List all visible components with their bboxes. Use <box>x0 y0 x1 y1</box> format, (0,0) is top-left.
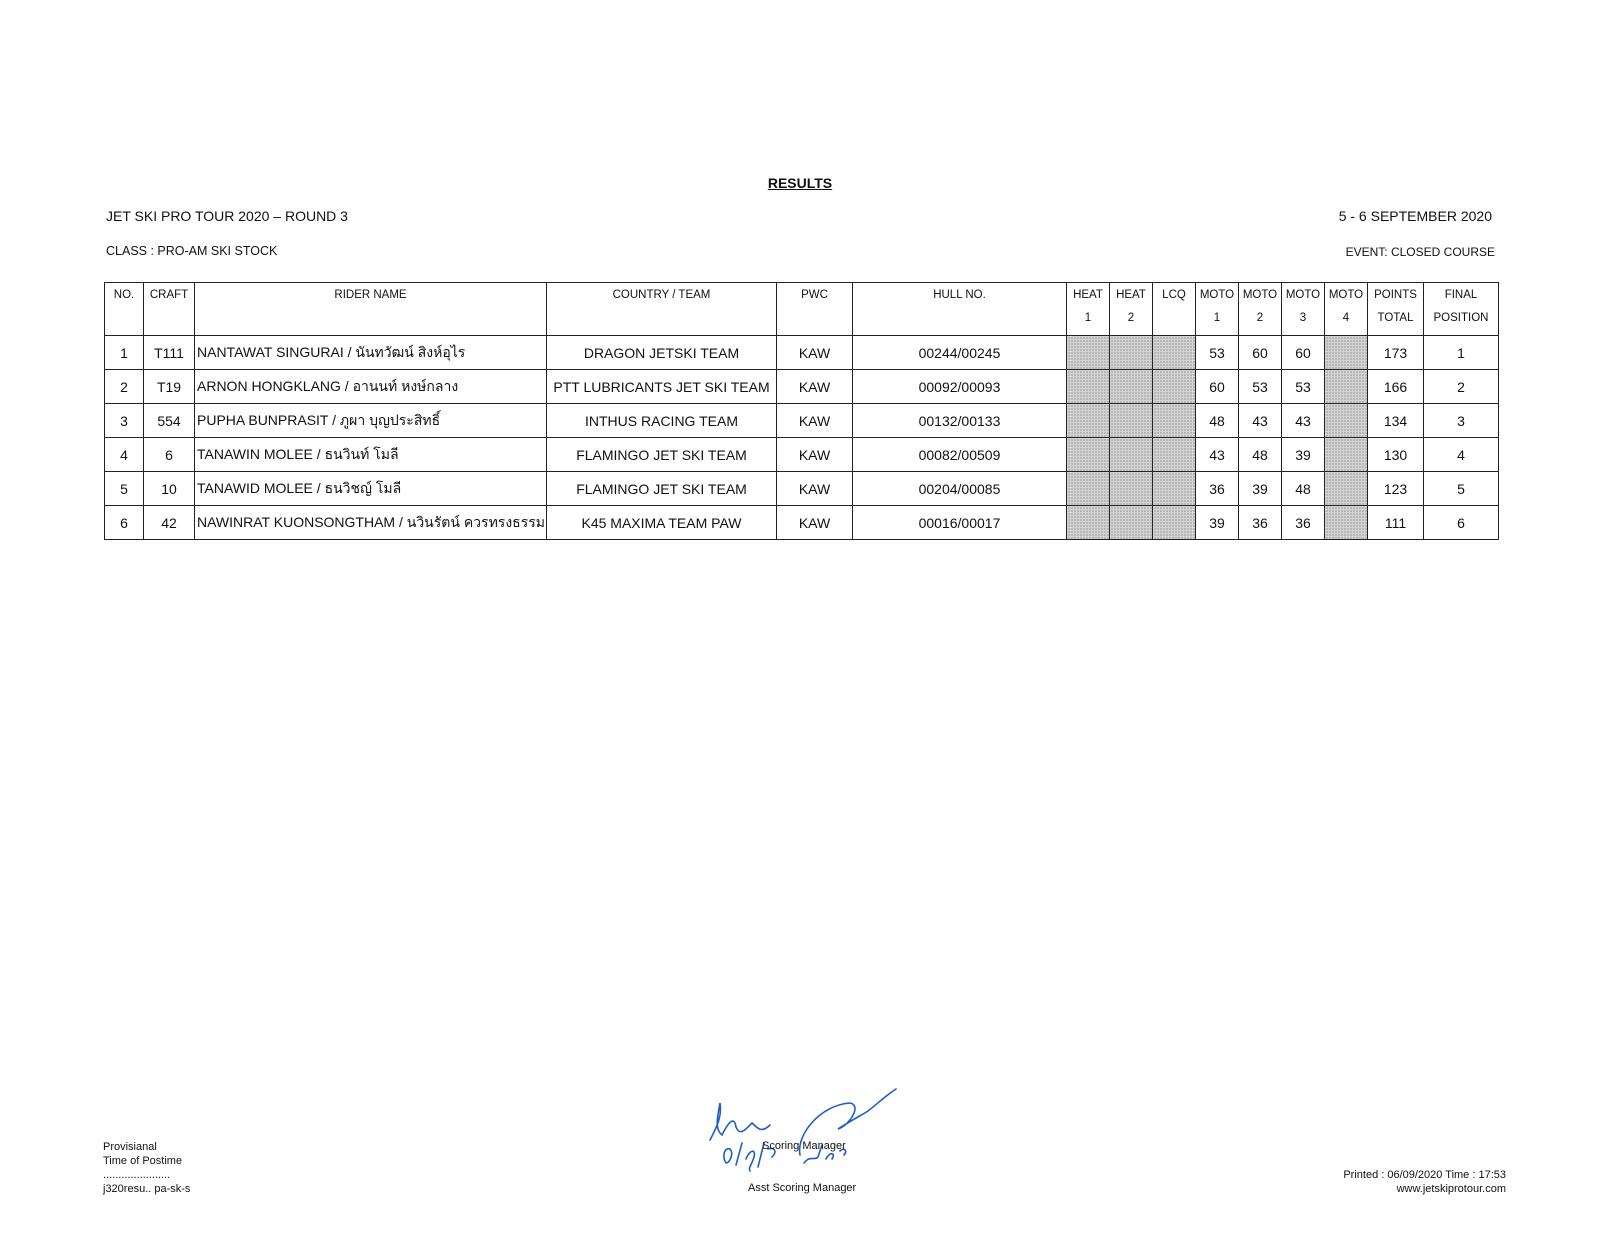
cell-no: 1 <box>105 336 144 370</box>
scoring-manager-label: Scoring Manager <box>762 1140 846 1152</box>
column-header <box>777 283 853 336</box>
cell-moto1: 39 <box>1196 506 1239 540</box>
class-label: CLASS : PRO-AM SKI STOCK <box>106 244 278 258</box>
column-header-label: LCQ <box>1162 289 1186 301</box>
cell-moto2: 39 <box>1239 472 1282 506</box>
column-header <box>1282 283 1325 336</box>
results-table <box>104 282 1499 540</box>
cell-moto3: 43 <box>1282 404 1325 438</box>
cell-heat1 <box>1067 472 1110 506</box>
column-header-label: HULL NO. <box>933 289 986 301</box>
cell-moto4 <box>1325 404 1368 438</box>
cell-heat2 <box>1110 438 1153 472</box>
table-row <box>105 438 1499 472</box>
footer-provisional: Provisianal <box>103 1141 157 1153</box>
cell-lcq <box>1153 438 1196 472</box>
column-header-label: FINAL <box>1444 289 1478 301</box>
cell-moto2: 36 <box>1239 506 1282 540</box>
cell-team: FLAMINGO JET SKI TEAM <box>547 438 777 472</box>
cell-team: FLAMINGO JET SKI TEAM <box>547 472 777 506</box>
event-type: EVENT: CLOSED COURSE <box>1345 245 1495 259</box>
cell-moto2: 43 <box>1239 404 1282 438</box>
table-row <box>105 506 1499 540</box>
footer-time-of-posting: Time of Postime <box>103 1155 183 1167</box>
table-row <box>105 472 1499 506</box>
cell-position: 5 <box>1424 472 1499 506</box>
cell-moto3: 48 <box>1282 472 1325 506</box>
cell-pwc: KAW <box>777 506 853 540</box>
cell-hull: 00082/00509 <box>853 438 1067 472</box>
cell-position: 3 <box>1424 404 1499 438</box>
cell-no: 4 <box>105 438 144 472</box>
cell-heat2 <box>1110 472 1153 506</box>
footer-left <box>103 1140 190 1196</box>
cell-total: 134 <box>1368 404 1424 438</box>
cell-craft: 10 <box>144 472 195 506</box>
cell-lcq <box>1153 472 1196 506</box>
column-header <box>547 283 777 336</box>
cell-rider: PUPHA BUNPRASIT / ภูผา บุญประสิทธิ์ <box>195 404 547 438</box>
column-header <box>144 283 195 336</box>
cell-moto2: 53 <box>1239 370 1282 404</box>
cell-heat1 <box>1067 404 1110 438</box>
cell-moto4 <box>1325 506 1368 540</box>
cell-heat1 <box>1067 336 1110 370</box>
column-header-sublabel: TOTAL <box>1377 312 1414 324</box>
event-date: 5 - 6 SEPTEMBER 2020 <box>1338 208 1492 224</box>
cell-heat2 <box>1110 336 1153 370</box>
column-header <box>105 283 144 336</box>
column-header-label: MOTO <box>1199 289 1235 301</box>
cell-craft: 42 <box>144 506 195 540</box>
column-header-label: COUNTRY / TEAM <box>612 289 711 301</box>
column-header-label: HEAT <box>1073 289 1103 301</box>
column-header-label: NO. <box>113 289 135 301</box>
printed-timestamp: Printed : 06/09/2020 Time : 17:53 <box>1343 1169 1506 1181</box>
column-header <box>1110 283 1153 336</box>
column-header <box>195 283 547 336</box>
cell-moto4 <box>1325 472 1368 506</box>
cell-rider: NAWINRAT KUONSONGTHAM / นวินรัตน์ ควรทรงธรรม <box>195 506 547 540</box>
column-header <box>1196 283 1239 336</box>
column-header-label: HEAT <box>1116 289 1146 301</box>
column-header-label: POINTS <box>1374 289 1417 301</box>
cell-hull: 00132/00133 <box>853 404 1067 438</box>
cell-pwc: KAW <box>777 404 853 438</box>
cell-moto3: 53 <box>1282 370 1325 404</box>
cell-rider: TANAWIN MOLEE / ธนวินท์ โมลี <box>195 438 547 472</box>
column-header-sublabel: 4 <box>1342 312 1350 324</box>
cell-total: 173 <box>1368 336 1424 370</box>
column-header <box>1424 283 1499 336</box>
column-header-sublabel: 1 <box>1084 312 1092 324</box>
table-row <box>105 336 1499 370</box>
cell-no: 3 <box>105 404 144 438</box>
cell-team: PTT LUBRICANTS JET SKI TEAM <box>547 370 777 404</box>
column-header-label: RIDER NAME <box>334 289 407 301</box>
cell-no: 5 <box>105 472 144 506</box>
asst-scoring-manager-label: Asst Scoring Manager <box>748 1182 857 1194</box>
cell-moto4 <box>1325 438 1368 472</box>
column-header <box>1153 283 1196 336</box>
cell-total: 130 <box>1368 438 1424 472</box>
cell-team: DRAGON JETSKI TEAM <box>547 336 777 370</box>
cell-moto2: 48 <box>1239 438 1282 472</box>
column-header <box>1325 283 1368 336</box>
column-header-sublabel: 2 <box>1256 312 1264 324</box>
footer-right <box>1343 1168 1506 1196</box>
cell-moto1: 53 <box>1196 336 1239 370</box>
column-header-sublabel: 1 <box>1213 312 1221 324</box>
column-header-sublabel: POSITION <box>1433 312 1489 324</box>
cell-heat2 <box>1110 506 1153 540</box>
cell-moto1: 48 <box>1196 404 1239 438</box>
cell-lcq <box>1153 370 1196 404</box>
cell-heat1 <box>1067 438 1110 472</box>
cell-heat1 <box>1067 370 1110 404</box>
cell-hull: 00016/00017 <box>853 506 1067 540</box>
table-header-row <box>105 283 1499 336</box>
column-header-label: CRAFT <box>149 289 189 301</box>
cell-heat1 <box>1067 506 1110 540</box>
cell-craft: T111 <box>144 336 195 370</box>
column-header <box>853 283 1067 336</box>
cell-heat2 <box>1110 370 1153 404</box>
cell-team: K45 MAXIMA TEAM PAW <box>547 506 777 540</box>
column-header-label: MOTO <box>1285 289 1321 301</box>
cell-position: 2 <box>1424 370 1499 404</box>
cell-total: 111 <box>1368 506 1424 540</box>
cell-moto3: 39 <box>1282 438 1325 472</box>
footer-file-code: j320resu.. pa-sk-s <box>103 1183 191 1195</box>
cell-hull: 00204/00085 <box>853 472 1067 506</box>
cell-hull: 00244/00245 <box>853 336 1067 370</box>
cell-craft: 554 <box>144 404 195 438</box>
website-url: www.jetskiprotour.com <box>1396 1183 1506 1195</box>
cell-moto1: 60 <box>1196 370 1239 404</box>
column-header <box>1368 283 1424 336</box>
cell-lcq <box>1153 404 1196 438</box>
cell-pwc: KAW <box>777 438 853 472</box>
column-header-label: MOTO <box>1242 289 1278 301</box>
cell-no: 2 <box>105 370 144 404</box>
table-row <box>105 370 1499 404</box>
cell-pwc: KAW <box>777 370 853 404</box>
column-header-label: MOTO <box>1328 289 1364 301</box>
cell-team: INTHUS RACING TEAM <box>547 404 777 438</box>
column-header-label: PWC <box>801 289 828 301</box>
cell-moto4 <box>1325 370 1368 404</box>
cell-rider: ARNON HONGKLANG / อานนท์ หงษ์กลาง <box>195 370 547 404</box>
cell-hull: 00092/00093 <box>853 370 1067 404</box>
cell-moto2: 60 <box>1239 336 1282 370</box>
table-row <box>105 404 1499 438</box>
column-header-sublabel: 2 <box>1127 312 1135 324</box>
column-header-sublabel: 3 <box>1299 312 1307 324</box>
cell-position: 6 <box>1424 506 1499 540</box>
cell-position: 4 <box>1424 438 1499 472</box>
cell-moto1: 43 <box>1196 438 1239 472</box>
cell-lcq <box>1153 336 1196 370</box>
cell-pwc: KAW <box>777 336 853 370</box>
cell-craft: T19 <box>144 370 195 404</box>
cell-craft: 6 <box>144 438 195 472</box>
cell-moto1: 36 <box>1196 472 1239 506</box>
cell-lcq <box>1153 506 1196 540</box>
column-header <box>1067 283 1110 336</box>
footer-dotted-line: ...................... <box>103 1169 171 1181</box>
cell-no: 6 <box>105 506 144 540</box>
column-header <box>1239 283 1282 336</box>
cell-rider: TANAWID MOLEE / ธนวิชญ์ โมลี <box>195 472 547 506</box>
cell-heat2 <box>1110 404 1153 438</box>
cell-rider: NANTAWAT SINGURAI / นันทวัฒน์ สิงห์อุไร <box>195 336 547 370</box>
event-name: JET SKI PRO TOUR 2020 – ROUND 3 <box>106 208 348 224</box>
cell-position: 1 <box>1424 336 1499 370</box>
cell-moto3: 60 <box>1282 336 1325 370</box>
cell-total: 123 <box>1368 472 1424 506</box>
cell-pwc: KAW <box>777 472 853 506</box>
cell-moto3: 36 <box>1282 506 1325 540</box>
results-title: RESULTS <box>767 175 833 191</box>
cell-moto4 <box>1325 336 1368 370</box>
cell-total: 166 <box>1368 370 1424 404</box>
